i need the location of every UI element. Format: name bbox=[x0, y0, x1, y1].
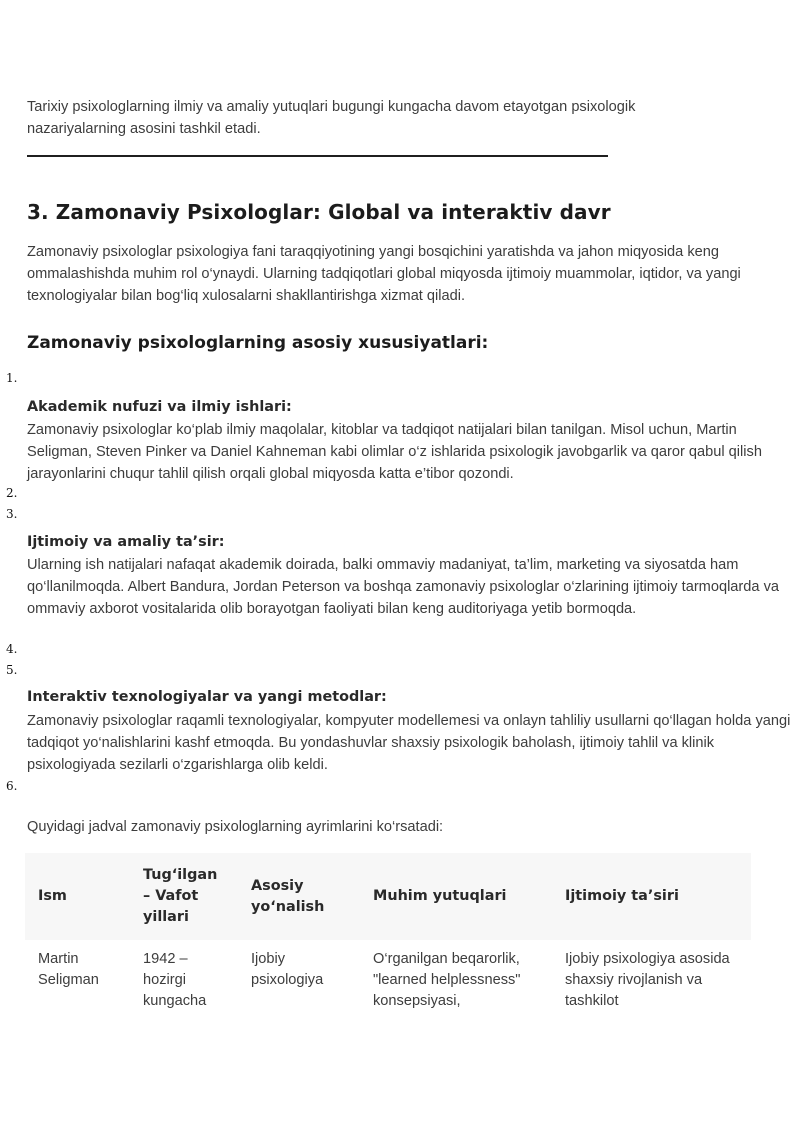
list-number: 6. bbox=[6, 779, 18, 793]
list-number: 5. bbox=[6, 663, 18, 677]
horizontal-rule bbox=[27, 155, 608, 157]
feature-text: Zamonaviy psixologlar ko‘plab ilmiy maqolalar, kitoblar va tadqiqot natijalari bilan tanilgan. Misol uchun, Martin Seligman, Steven Pinker va Daniel Kahneman kabi olimlar o‘z ishlarida psixologik javobgarlik va qaror qabul qilish jarayonlarini chuqur tahlil qilish orqali global miqyosda katta e’tibor qozondi. bbox=[27, 422, 762, 482]
table-cell: O‘rganilgan beqarorlik, "learned helplessness" konsepsiyasi, bbox=[373, 951, 521, 1009]
intro-paragraph: Tarixiy psixologlarning ilmiy va amaliy yutuqlari bugungi kungacha davom etayotgan psixologik nazariyalarning asosini tashkil etadi. bbox=[27, 99, 636, 137]
psychologists-table bbox=[25, 853, 751, 1012]
column-header: Ism bbox=[25, 853, 130, 940]
list-number: 1. bbox=[6, 371, 18, 385]
feature-text: Zamonaviy psixologlar raqamli texnologiyalar, kompyuter modellemesi va onlayn tahliliy usullarni qo‘llagan holda yangi tadqiqot yo‘nalishlarini kashf etmoqda. Bu yondashuvlar shaxsiy psixologik baholash, ijtimoiy tahlil va klinik psixologiyada sezilarli o‘zgarishlarga olib keldi. bbox=[27, 713, 791, 773]
table-header-row bbox=[25, 853, 751, 940]
table-row bbox=[25, 940, 751, 1012]
column-header: Tug‘ilgan – Vafot yillari bbox=[130, 853, 238, 940]
feature-heading: Ijtimoiy va amaliy ta’sir: bbox=[27, 534, 225, 550]
section-paragraph: Zamonaviy psixologlar psixologiya fani taraqqiyotining yangi bosqichini yaratishda va jahon miqyosida keng ommalashishda muhim rol o‘ynaydi. Ularning tadqiqotlari global miqyosda ijtimoiy muammolar, iqtidor, va yangi texnologiyalar bilan bog‘liq xulosalarni shakllantirishga xizmat qiladi. bbox=[27, 244, 741, 304]
feature-text: Ularning ish natijalari nafaqat akademik doirada, balki ommaviy madaniyat, ta’lim, marketing va siyosatda ham qo‘llanilmoqda. Albert Bandura, Jordan Peterson va boshqa zamonaviy psixologlar o‘zlarining ijtimoiy tarmoqlarda va ommaviy axborot vositalarida olib borayotgan faoliyati bilan keng auditoriyaga yetib bormoqda. bbox=[27, 557, 779, 617]
table-intro: Quyidagi jadval zamonaviy psixologlarning ayrimlarini ko‘rsatadi: bbox=[27, 819, 444, 835]
column-header: Muhim yutuqlari bbox=[360, 853, 552, 940]
list-number: 4. bbox=[6, 642, 18, 656]
table-cell: Ijobiy psixologiya bbox=[251, 951, 324, 988]
table-cell: Ijobiy psixologiya asosida shaxsiy rivojlanish va tashkilot bbox=[565, 951, 730, 1009]
column-header: Ijtimoiy ta’siri bbox=[552, 853, 751, 940]
list-number: 2. bbox=[6, 486, 18, 500]
column-header: Asosiy yo‘nalish bbox=[238, 853, 360, 940]
section-title: 3. Zamonaviy Psixologlar: Global va interaktiv davr bbox=[27, 200, 611, 224]
feature-heading: Akademik nufuzi va ilmiy ishlari: bbox=[27, 399, 292, 415]
list-number: 3. bbox=[6, 507, 18, 521]
feature-heading: Interaktiv texnologiyalar va yangi metodlar: bbox=[27, 689, 387, 705]
subsection-title: Zamonaviy psixologlarning asosiy xususiyatlari: bbox=[27, 333, 489, 353]
table-cell: Martin Seligman bbox=[38, 951, 99, 988]
table-cell: 1942 – hozirgi kungacha bbox=[143, 951, 207, 1009]
